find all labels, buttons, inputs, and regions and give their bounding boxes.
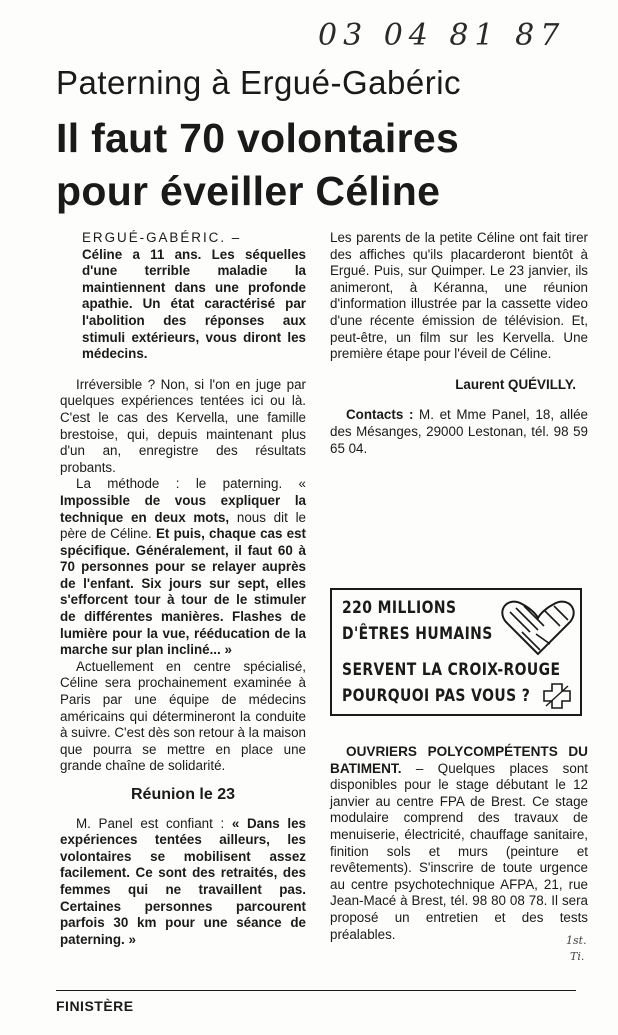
paragraph-2-quote-2: Et puis, chaque cas est spécifique. Généralement, il faut 60 à 70 personnes pour se relayer auprès de l'enfant. Six jours sur sept, elles s'efforcent tour à tour de le stimuler de différentes manières. Flashes de lumière pour la vue, rééducation de la marche sur plan incliné... » (60, 526, 306, 658)
paragraph-1: Irréversible ? Non, si l'on en juge par quelques expériences tentées ici ou là. C'est le cas des Kervella, une famille brestoise, qui, depuis maintenant plus d'un an, enregistre des résultats probants. (60, 376, 306, 475)
margin-note-1: 1st. (566, 934, 587, 947)
ad-line-2: D'ÊTRES HUMAINS (342, 624, 493, 644)
lead-paragraph: Céline a 11 ans. Les séquelles d'une terrible maladie la maintiennent dans une profonde apathie. Un état caractérisé par l'abolition des réponses aux stimuli extérieurs, vous diront les médecins. (82, 246, 306, 362)
margin-note-2: Ti. (570, 950, 585, 963)
headline (56, 112, 459, 218)
paragraph-3: Actuellement en centre spécialisé, Céline sera prochainement examinée à Paris par une équipe de médecins américains qui détermineront la conduite à suivre. C'est dès son retour à la maison que pourra se mettre en place une grande chaîne de solidarité. (60, 658, 306, 774)
red-cross-ad (330, 588, 582, 716)
headline-line-1: Il faut 70 volontaires (56, 115, 460, 161)
paragraph-2-text-2: nous dit le père de Céline. (60, 509, 307, 542)
ad-line-4: POURQUOI PAS VOUS ? (342, 686, 531, 706)
red-cross-icon (542, 682, 572, 710)
brief-paragraph (330, 744, 588, 943)
paragraph-4-text: M. Panel est confiant : (76, 815, 225, 831)
footer-rule (56, 990, 576, 991)
brief-article (330, 744, 588, 943)
subheading: Réunion le 23 (130, 786, 236, 803)
paragraph-4 (60, 816, 306, 949)
ad-line-1: 220 MILLIONS (342, 598, 457, 618)
contacts-label: Contacts : (346, 407, 414, 423)
article-column-right (330, 230, 588, 457)
paragraph-4-quote: « Dans les expériences tentées ailleurs, les volontaires se mobilisent assez facilement. Ce sont des retraités, des femmes qui ne travaillent pas. Certaines personnes parcourent parfois 30 km pour une séance de paterning. » (60, 815, 307, 947)
byline: Laurent QUÉVILLY. (455, 376, 576, 392)
paragraph-2-text-1: La méthode : le paterning. « (76, 476, 306, 492)
dateline: ERGUÉ-GABÉRIC. – (82, 230, 242, 245)
section-tag: FINISTÈRE (56, 998, 134, 1014)
kicker: Paterning à Ergué-Gabéric (56, 64, 462, 101)
article-column-left (60, 230, 306, 948)
heart-icon (500, 598, 576, 658)
contacts-text: M. et Mme Panel, 18, allée des Mésanges, 29000 Lestonan, tél. 98 59 65 04. (330, 407, 588, 456)
brief-title: OUVRIERS POLYCOMPÉTENTS DU BATIMENT. (330, 744, 588, 776)
handwritten-date: 03 04 81 87 (318, 18, 566, 53)
contacts (330, 407, 588, 457)
paragraph-2-quote-1: Impossible de vous expliquer la technique en deux mots, (60, 492, 306, 525)
paragraph-2 (60, 476, 306, 659)
brief-text: – Quelques places sont disponibles pour le stage débutant le 12 janvier au centre FPA de Brest. Ce stage modulaire comprend des travaux de menuiserie, électricité, chauffage sanitaire, finition sols et murs (peinture et revêtements). S'inscrire de toute urgence au centre psychotechnique AFPA, 21, rue Jean-Macé à Brest, tél. 98 80 08 78. Il sera proposé un entretien et des tests préalables. (330, 760, 588, 942)
paragraph-5-continued: Les parents de la petite Céline ont fait tirer des affiches qu'ils placarderont bientôt à Ergué. Puis, sur Quimper. Le 23 janvier, ils animeront, à Kéranna, une réunion d'information illustrée par la cassette video d'une récente émission de télévision. Et, peut-être, un film sur les Kervella. Une première étape pour l'éveil de Céline. (330, 230, 588, 362)
headline-line-2: pour éveiller Céline (56, 168, 441, 214)
ad-line-3: SERVENT LA CROIX-ROUGE (342, 660, 561, 680)
